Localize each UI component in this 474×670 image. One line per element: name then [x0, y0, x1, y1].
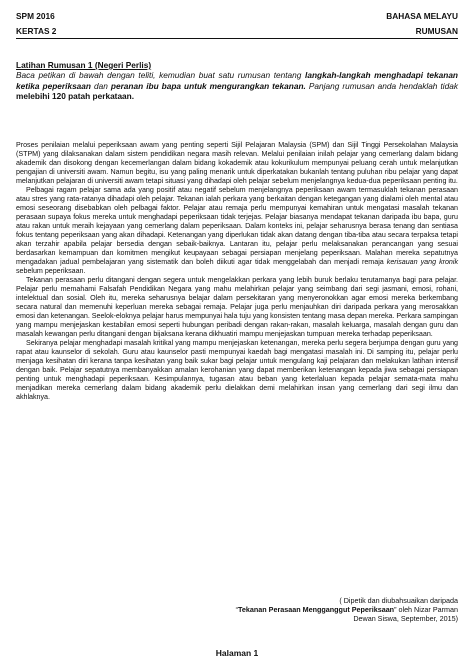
task-part-7: melebihi 120 patah perkataan.	[16, 91, 135, 102]
citation-line-1: ( Dipetik dan diubahsuaikan daripada	[339, 596, 458, 605]
exercise-title: Latihan Rumusan 1 (Negeri Perlis)	[16, 60, 152, 70]
task-part-1: Baca petikan di bawah dengan teliti, kemudian buat satu rumusan tentang	[16, 70, 302, 81]
passage	[16, 141, 458, 402]
paper-label: KERTAS 2	[16, 26, 57, 36]
citation-author: ” oleh Nizar Parman	[394, 605, 458, 615]
passage-paragraph-4: Sekiranya pelajar menghadapi masalah kritikal yang mampu menjejaskan ketenangan, mereka perlu segera berjumpa dengan guru yang rapat atau kaunselor di sekolah. Guru atau kaunselor pasti mempunyai kaedah bagi mengatasi masalah ini. Di samping itu, pelajar perlu menjaga kesihatan diri kerana tanpa kesihatan yang baik sukar bagi pelajar untuk mengulang kaji pelajaran dan melakukan latihan intensif dengan baik. Pelajar sepatutnya membanyakkan amalan kerohanian yang dapat memberikan ketenangan kepada jiwa sebagai persiapan penting untuk menghadapi peperiksaan. Kesimpulannya, tugasan atau beban yang keterlaluan kepada pelajar semata-mata mahu menjadikan mereka cemerlang dalam bidang akademik perlu dielakkan demi melahirkan insan yang cemerlang dari segi ilmu dan akhlaknya.	[16, 339, 458, 401]
subject-label: BAHASA MELAYU	[386, 11, 458, 21]
header-row-bottom	[16, 26, 458, 36]
source-citation	[236, 596, 458, 624]
task-instructions	[16, 60, 458, 102]
task-part-3: dan	[94, 80, 108, 91]
citation-line-2	[236, 605, 458, 614]
citation-open-quote: “	[235, 605, 239, 615]
header-divider	[16, 38, 458, 39]
passage-paragraph-2-text: Pelbagai ragam pelajar sama ada yang positif atau negatif sebelum menjelangnya peperiksaan awam termasuklah tekanan perasaan atau stres yang rata-ratanya dihadapi oleh pelajar. Tekanan ialah perkara yang berkaitan dengan ketegangan yang dialami oleh mental atau emosi seseorang disebabkan oleh pelbagai faktor. Pelajar atau remaja perlu mempunyai kemahiran untuk mengatasi masalah tekanan perasaan supaya fokus mereka untuk menghadapi peperiksaan tidak terjejas. Pelajar biasanya mendapat tekanan daripada ibu bapa, guru atau rakan untuk meraih kejayaan yang cemerlang dalam peperiksaan. Dalam konteks ini, pelajar seharusnya berasa tenang dan sentiasa fokus tentang peperiksaan yang akan dihadapi. Ketenangan yang diperlukan tidak akan datang dengan tiba-tiba atau secara terpaksa tetapi akan terzahir apabila pelajar bersedia dengan sebaik-baiknya. Lantaran itu, pelajar perlu melaksanakan perancangan yang sesuai berdasarkan kemampuan dan komitmen mengikut keupayaan sebagai persiapan menjelang peperiksaan. Malahan mereka sepatutnya mengadakan jadual pembelajaran yang sistematik dan boleh diikuti agar tidak menggelabah dan menjadi remaja	[16, 186, 458, 266]
passage-paragraph-2-end: sebelum peperiksaan.	[16, 267, 86, 275]
passage-paragraph-3: Tekanan perasaan perlu ditangani dengan segera untuk mengelakkan perkara yang lebih buruk berlaku terutamanya bagi para pelajar. Pelajar perlu memahami Falsafah Pendidikan Negara yang mahu melahirkan pelajar yang seimbang dari segi jasmani, emosi, rohani, intelektual dan sosial. Oleh itu, mereka seharusnya belajar dalam persekitaran yang menyeronokkan agar emosi mereka berkembang secara natural dan memenuhi keperluan mereka sebagai remaja. Pelajar juga perlu menjauhkan diri daripada perkara yang merosakkan emosi dan ketenangan. Seelok-eloknya pelajar harus mempunyai hala tuju yang konsisten tentang masa depan mereka. Perkara sampingan yang mampu menjejaskan kestabilan emosi seperti hubungan peribadi dengan rakan-rakan, masalah keluarga, masalah dengan guru dan masalah kewangan perlu ditangani dengan bijaksana kerana dikhuatiri mampu menjejaskan tumpuan mereka terhadap peperiksaan.	[16, 276, 458, 338]
section-label: RUMUSAN	[415, 26, 458, 36]
task-text	[16, 70, 458, 101]
passage-paragraph-2	[16, 186, 458, 276]
page-number: Halaman 1	[215, 648, 259, 658]
task-part-6: tidak	[440, 80, 458, 91]
task-part-5: Panjang rumusan anda hendaklah	[308, 80, 438, 91]
task-part-4: peranan ibu bapa untuk mengurangkan tekanan.	[110, 80, 306, 91]
passage-italic-phrase: kerisauan yang kronik	[386, 258, 459, 266]
task-part-2: langkah-langkah menghadapi tekanan ketika peperiksaan	[16, 70, 458, 91]
header-row-top	[16, 11, 458, 21]
exam-label: SPM 2016	[16, 11, 55, 21]
citation-article-title: Tekanan Perasaan Mengganggut Peperiksaan	[238, 605, 395, 615]
passage-paragraph-1: Proses penilaian melalui peperiksaan awam yang penting seperti Sijil Pelajaran Malaysia (SPM) dan Sijil Tinggi Persekolahan Malaysia (STPM) yang dilaksanakan dalam sistem pendidikan negara masih relevan. Melalui penilaian inilah pelajar yang cemerlang dalam bidang akademik dan disokong dengan kecemerlangan dalam bidang kokademik atau kokurikulum mempunyai peluang cerah untuk melanjutkan pengajian di universiti awam. Namun begitu, isu yang paling menarik untuk diperkatakan bukanlah tentang puluhan ribu pelajar yang dapat melanjutkan pelajaran di universiti awam tetapi situasi yang dihadapi oleh pelajar sebelum menjelangnya kedua-dua peperiksaan penting itu.	[16, 141, 458, 185]
citation-line-3: Dewan Siswa, September, 2015)	[353, 614, 458, 624]
